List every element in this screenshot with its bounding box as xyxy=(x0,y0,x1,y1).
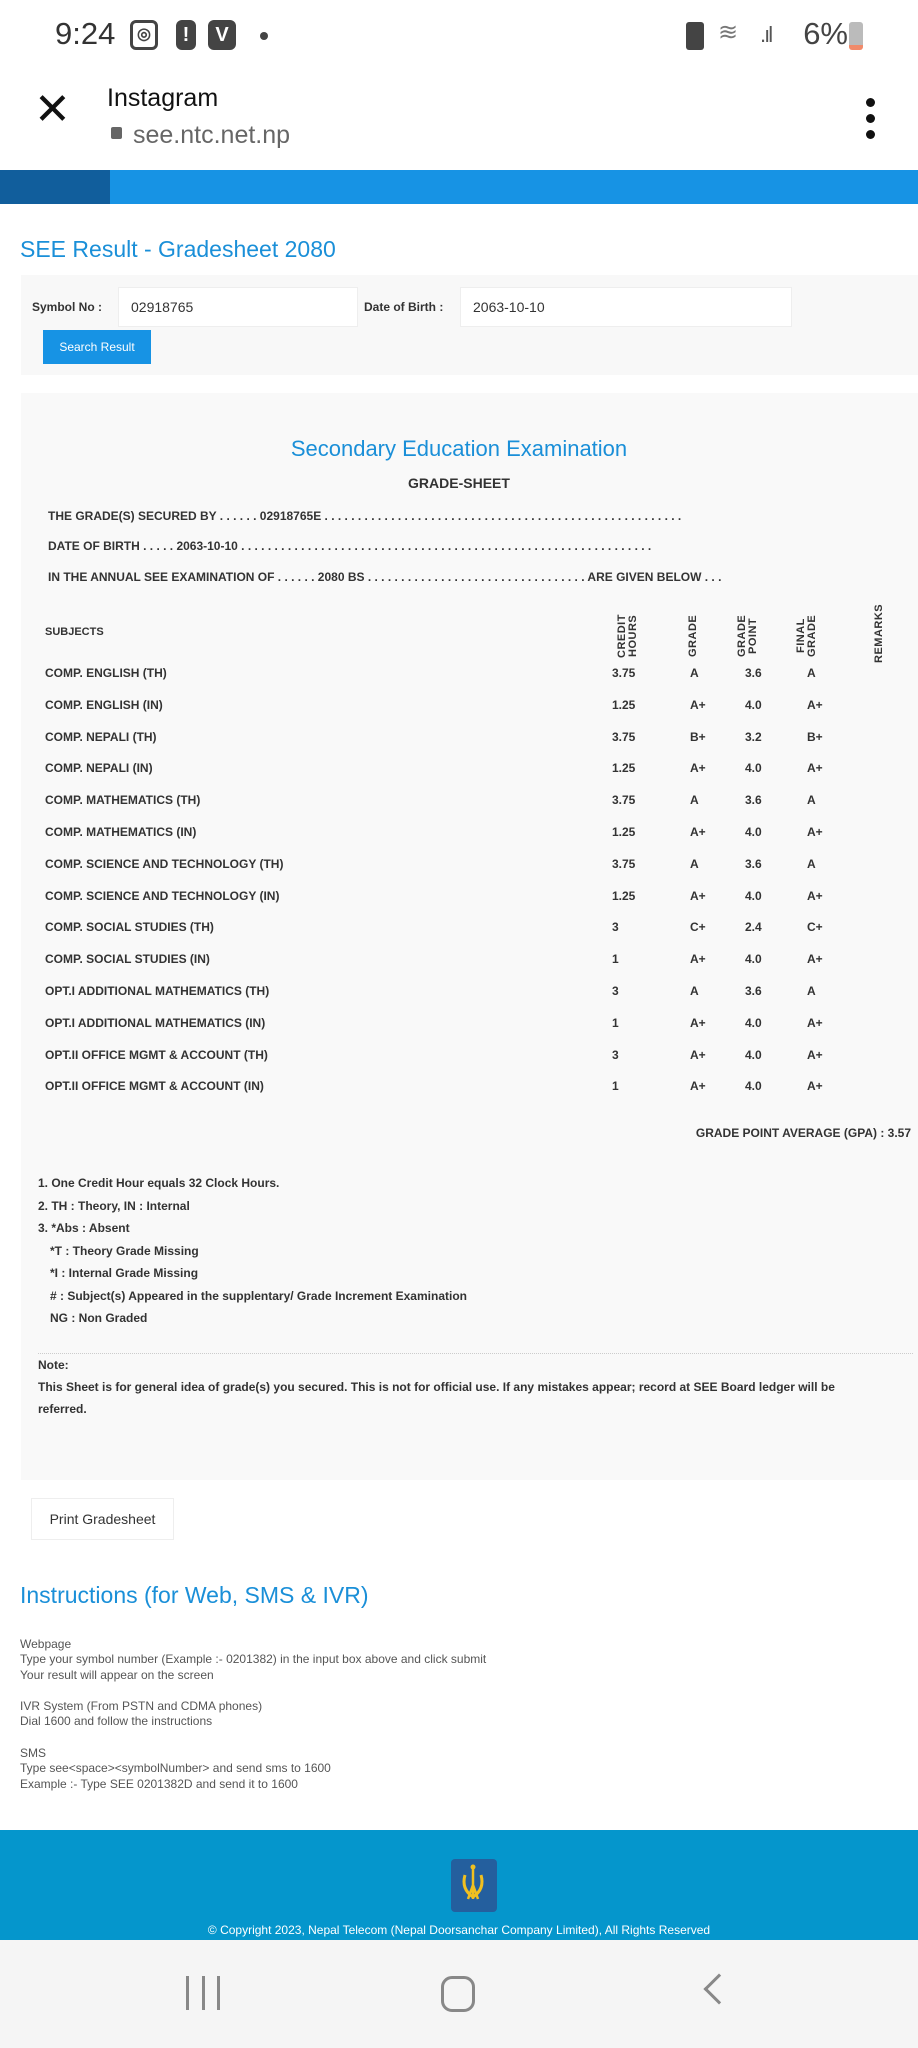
table-row xyxy=(45,857,905,888)
grade-point-cell: 4.0 xyxy=(745,1047,762,1062)
note-label: Note: xyxy=(38,1358,69,1372)
grade-point-cell: 4.0 xyxy=(745,697,762,712)
instruction-line: Webpage xyxy=(20,1637,72,1651)
print-gradesheet-button[interactable]: Print Gradesheet xyxy=(31,1498,174,1540)
grade-point-cell: 4.0 xyxy=(745,1015,762,1030)
symbol-label: Symbol No : xyxy=(32,300,103,314)
final-grade-cell: A+ xyxy=(807,888,823,903)
note-text: This Sheet is for general idea of grade(s) you secured. This is not for official use. If any mistakes appear; record at SEE Board ledger will be xyxy=(38,1380,835,1394)
browser-toolbar xyxy=(0,70,918,170)
grade-cell: A xyxy=(690,793,699,808)
grade-point-cell: 3.6 xyxy=(745,856,762,871)
subject-cell: COMP. SCIENCE AND TECHNOLOGY (TH) xyxy=(45,856,284,871)
v-app-icon: V xyxy=(208,20,236,50)
credit-cell: 3 xyxy=(612,920,619,935)
recent-apps-icon[interactable] xyxy=(186,1976,220,2010)
grade-cell: A+ xyxy=(690,1047,706,1062)
grade-cell: A+ xyxy=(690,952,706,967)
subject-cell: OPT.II OFFICE MGMT & ACCOUNT (TH) xyxy=(45,1047,268,1062)
grade-point-cell: 4.0 xyxy=(745,1079,762,1094)
legend-note: NG : Non Graded xyxy=(50,1311,148,1325)
status-time: 9:24 xyxy=(55,16,116,51)
legend-note: # : Subject(s) Appeared in the supplentary/ Grade Increment Examination xyxy=(50,1289,467,1303)
grade-cell: A xyxy=(690,984,699,998)
final-grade-cell: A xyxy=(807,793,816,808)
instruction-line: Type see<space><symbolNumber> and send sms to 1600 xyxy=(20,1761,331,1775)
table-row xyxy=(45,730,905,761)
grade-point-cell: 3.2 xyxy=(745,729,762,744)
sheet-heading: Secondary Education Examination xyxy=(290,436,628,461)
credit-cell: 1.25 xyxy=(612,697,636,712)
subject-cell: COMP. SOCIAL STUDIES (TH) xyxy=(45,920,214,935)
instagram-icon: ◎ xyxy=(130,20,158,50)
final-grade-cell: A+ xyxy=(807,1015,823,1030)
grade-point-cell: 3.6 xyxy=(745,666,762,680)
table-row xyxy=(45,1048,905,1079)
battery-saver-icon xyxy=(686,22,704,50)
copyright: © Copyright 2023, Nepal Telecom (Nepal Doorsanchar Company Limited), All Rights Reserved xyxy=(207,1923,711,1937)
dob-input[interactable]: 2063-10-10 xyxy=(460,287,792,327)
grade-cell: A+ xyxy=(690,1015,706,1030)
grade-cell: A xyxy=(690,856,699,871)
subject-cell: COMP. ENGLISH (TH) xyxy=(45,666,167,680)
exam-line: IN THE ANNUAL SEE EXAMINATION OF . . . . . . 2080 BS . . . . . . . . . . . . . . . . . . . . . . . . . . . . . . . . . ARE GIVEN BELOW . . . xyxy=(48,570,722,584)
subject-cell: COMP. MATHEMATICS (TH) xyxy=(45,793,201,808)
dob-line: DATE OF BIRTH . . . . . 2063-10-10 . . . . . . . . . . . . . . . . . . . . . . . . . . . . . . . . . . . . . . . . . . . . . . . . . . . . . . . . . . . . . . xyxy=(48,539,652,553)
instruction-line: SMS xyxy=(20,1746,47,1760)
dob-label: Date of Birth : xyxy=(364,300,444,314)
subject-cell: OPT.II OFFICE MGMT & ACCOUNT (IN) xyxy=(45,1079,264,1094)
credit-cell: 1.25 xyxy=(612,888,636,903)
grade-cell: C+ xyxy=(690,920,706,935)
more-notifications-icon xyxy=(260,32,268,40)
grade-point-cell: 4.0 xyxy=(745,825,762,839)
credit-cell: 1 xyxy=(612,1079,619,1094)
final-grade-cell: B+ xyxy=(807,729,823,744)
col-remarks: REMARKS xyxy=(873,603,885,663)
table-row xyxy=(45,984,905,1015)
android-nav-bar xyxy=(0,1940,918,2048)
subject-cell: COMP. ENGLISH (IN) xyxy=(45,697,163,712)
subject-cell: COMP. SCIENCE AND TECHNOLOGY (IN) xyxy=(45,888,280,903)
final-grade-cell: A+ xyxy=(807,952,823,967)
instructions-heading: Instructions (for Web, SMS & IVR) xyxy=(20,1582,369,1608)
grade-point-cell: 4.0 xyxy=(745,952,762,967)
table-row xyxy=(45,761,905,792)
credit-cell: 3.75 xyxy=(612,793,636,808)
battery-percent: 6% xyxy=(803,16,848,51)
subject-cell: COMP. MATHEMATICS (IN) xyxy=(45,825,197,839)
table-row xyxy=(45,698,905,729)
final-grade-cell: A xyxy=(807,984,816,998)
lock-icon xyxy=(111,127,122,139)
instruction-line: IVR System (From PSTN and CDMA phones) xyxy=(20,1699,263,1713)
more-options-icon[interactable] xyxy=(866,98,876,146)
grade-point-cell: 4.0 xyxy=(745,761,762,776)
final-grade-cell: A+ xyxy=(807,1047,823,1062)
wifi-icon: ≋ xyxy=(718,19,739,46)
sheet-subheading: GRADE-SHEET xyxy=(408,475,510,491)
table-row xyxy=(45,952,905,983)
status-bar xyxy=(0,0,918,70)
table-row xyxy=(45,1079,905,1110)
subject-cell: COMP. NEPALI (IN) xyxy=(45,761,153,776)
credit-cell: 3 xyxy=(612,984,619,998)
table-row xyxy=(45,889,905,920)
credit-cell: 1.25 xyxy=(612,825,636,839)
legend-note: 1. One Credit Hour equals 32 Clock Hours. xyxy=(38,1176,280,1190)
browser-url[interactable]: see.ntc.net.np xyxy=(133,121,291,149)
grade-cell: A+ xyxy=(690,697,706,712)
grade-point-cell: 2.4 xyxy=(745,920,762,935)
table-row xyxy=(45,793,905,824)
site-header-bar xyxy=(0,170,918,204)
credit-cell: 3.75 xyxy=(612,729,636,744)
table-row xyxy=(45,1016,905,1047)
credit-cell: 1 xyxy=(612,1015,619,1030)
final-grade-cell: A+ xyxy=(807,825,823,839)
legend-note: 2. TH : Theory, IN : Internal xyxy=(38,1199,190,1213)
secured-by-line: THE GRADE(S) SECURED BY . . . . . . 02918765E . . . . . . . . . . . . . . . . . . . . . . . . . . . . . . . . . . . . . . . . . . . . . . . . . . . . . . xyxy=(48,509,682,523)
browser-title: Instagram xyxy=(107,84,219,112)
grade-cell: B+ xyxy=(690,729,706,744)
instruction-line: Your result will appear on the screen xyxy=(20,1668,214,1682)
home-icon[interactable] xyxy=(441,1976,475,2012)
col-final-grade: FINAL GRADE xyxy=(795,614,818,658)
instruction-line: Example :- Type SEE 0201382D and send it to 1600 xyxy=(20,1777,298,1791)
note-text-cont: referred. xyxy=(38,1402,87,1416)
nepal-telecom-logo xyxy=(451,1859,497,1912)
instruction-line: Dial 1600 and follow the instructions xyxy=(20,1714,213,1728)
page-title: SEE Result - Gradesheet 2080 xyxy=(20,236,336,262)
final-grade-cell: A xyxy=(807,856,816,871)
grade-point-cell: 3.6 xyxy=(745,984,762,998)
credit-cell: 1.25 xyxy=(612,761,636,776)
divider xyxy=(38,1353,913,1354)
credit-cell: 3.75 xyxy=(612,856,636,871)
final-grade-cell: A+ xyxy=(807,761,823,776)
table-row xyxy=(45,666,905,697)
col-grade-point: GRADE POINT xyxy=(736,614,759,658)
credit-cell: 1 xyxy=(612,952,619,967)
symbol-input[interactable]: 02918765 xyxy=(118,287,358,327)
col-subjects: SUBJECTS xyxy=(45,626,104,638)
legend-note: *T : Theory Grade Missing xyxy=(50,1244,199,1258)
signal-icon: .ıl xyxy=(760,22,772,47)
subject-cell: OPT.I ADDITIONAL MATHEMATICS (TH) xyxy=(45,984,270,998)
gpa: GRADE POINT AVERAGE (GPA) : 3.57 xyxy=(695,1126,911,1140)
grade-point-cell: 3.6 xyxy=(745,793,762,808)
legend-note: 3. *Abs : Absent xyxy=(38,1221,130,1235)
col-grade: GRADE xyxy=(687,614,699,658)
credit-cell: 3 xyxy=(612,1047,619,1062)
grade-cell: A+ xyxy=(690,1079,706,1094)
alert-icon: ! xyxy=(176,20,196,50)
subject-cell: OPT.I ADDITIONAL MATHEMATICS (IN) xyxy=(45,1015,266,1030)
legend-note: *I : Internal Grade Missing xyxy=(50,1266,199,1280)
subject-cell: COMP. SOCIAL STUDIES (IN) xyxy=(45,952,210,967)
close-icon[interactable]: ✕ xyxy=(34,85,71,134)
search-result-button[interactable]: Search Result xyxy=(43,330,151,364)
subject-cell: COMP. NEPALI (TH) xyxy=(45,729,157,744)
battery-icon xyxy=(849,22,863,50)
credit-cell: 3.75 xyxy=(612,666,636,680)
grade-cell: A xyxy=(690,666,699,680)
table-row xyxy=(45,825,905,856)
col-credit-hours: CREDIT HOURS xyxy=(616,614,639,658)
final-grade-cell: A xyxy=(807,666,816,680)
instruction-line: Type your symbol number (Example :- 0201382) in the input box above and click submit xyxy=(20,1652,487,1666)
back-icon[interactable] xyxy=(703,1973,734,2004)
grade-point-cell: 4.0 xyxy=(745,888,762,903)
table-row xyxy=(45,920,905,951)
final-grade-cell: C+ xyxy=(807,920,823,935)
grade-cell: A+ xyxy=(690,888,706,903)
grade-cell: A+ xyxy=(690,825,706,839)
final-grade-cell: A+ xyxy=(807,697,823,712)
final-grade-cell: A+ xyxy=(807,1079,823,1094)
grade-cell: A+ xyxy=(690,761,706,776)
